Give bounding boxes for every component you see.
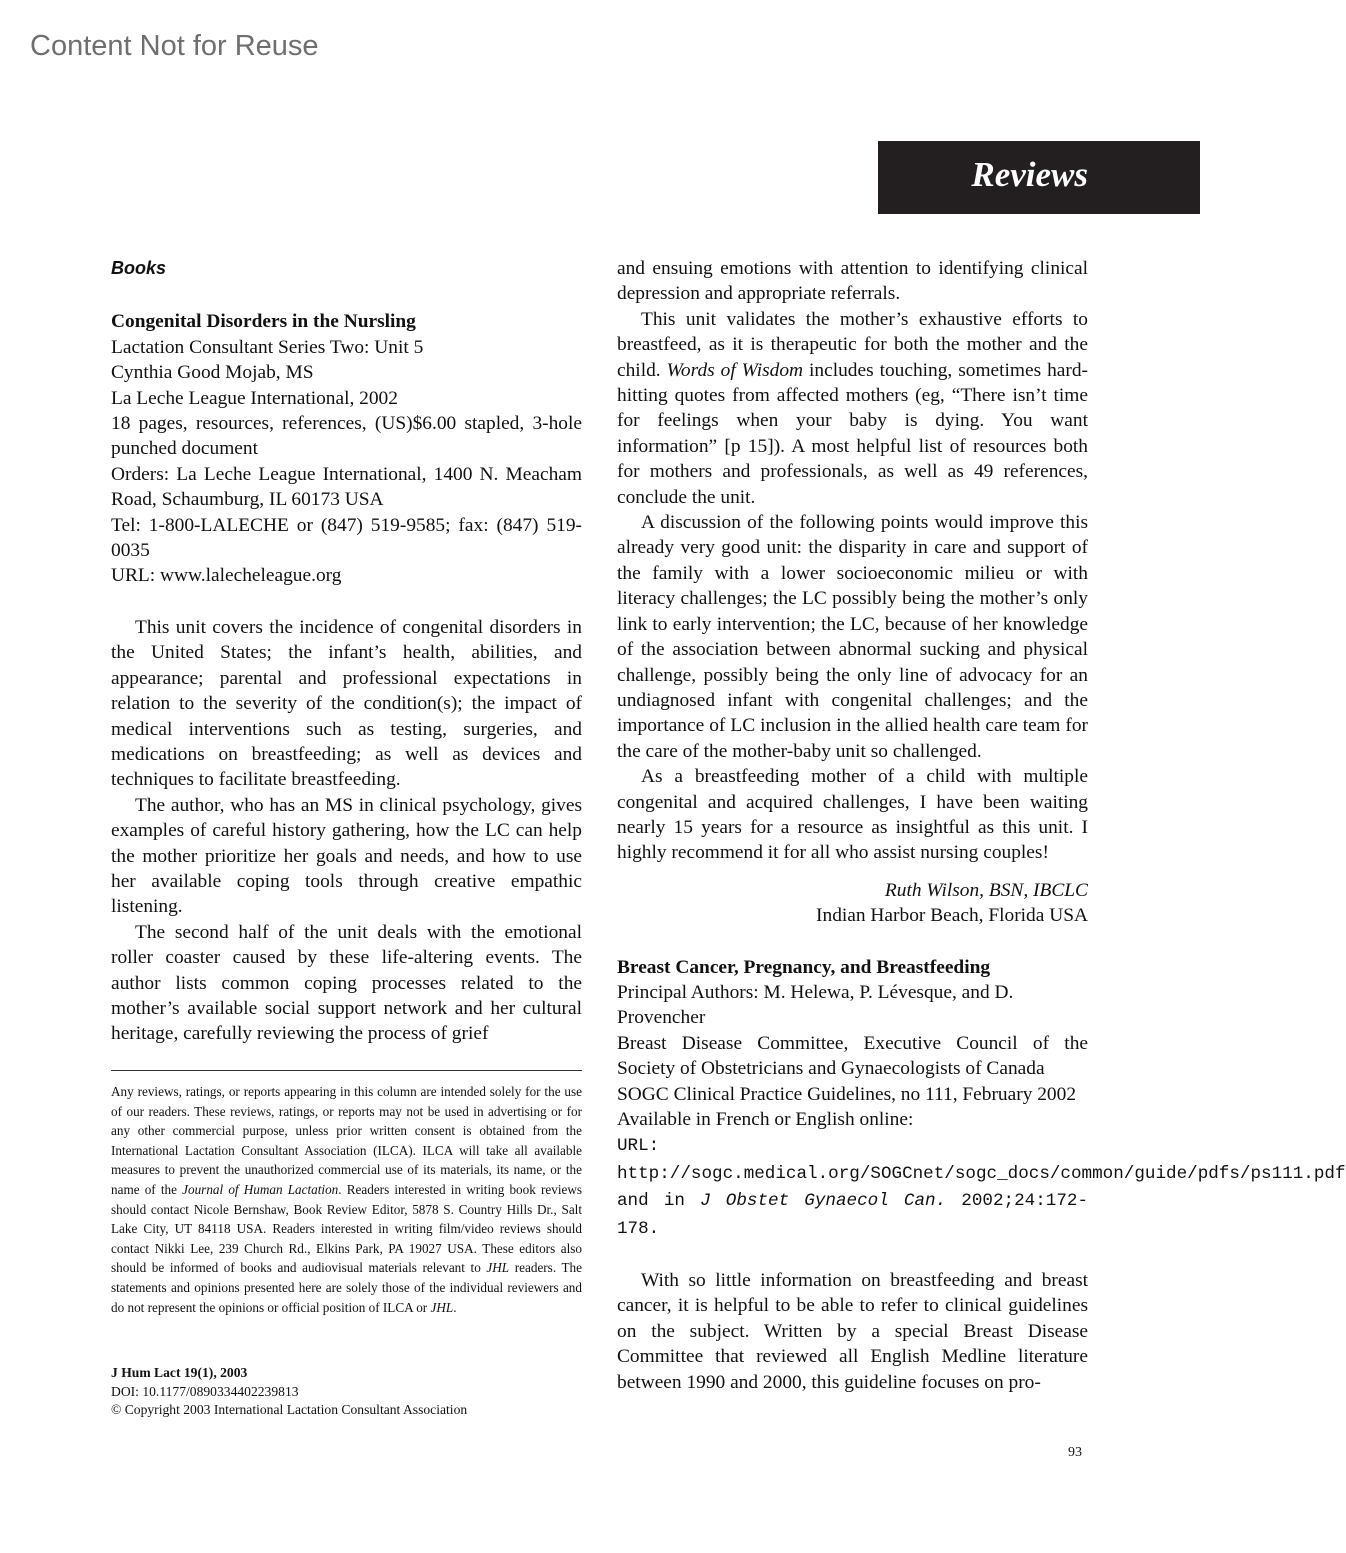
section-banner: Reviews bbox=[878, 141, 1200, 214]
review1-paragraph-6: A discussion of the following points would improve this already very good unit: the disparity in care and support of the family with a lower socioeconomic milieu or with literacy challenges; the LC possibly being the mother’s only link to early intervention; the LC, because of her knowledge of the association between abnormal sucking and physical challenge, possibly being the only line of advocacy for an undiagnosed infant with congenital challenges; and the importance of LC inclusion in the allied health care team for the care of the mother-baby unit so challenged. bbox=[617, 512, 1088, 762]
paragraph-5-part-b: includes touching, sometimes hard-hitting quotes from affected mothers (eg, “There isn’t time for feelings when your baby is dying. You want information” [p 15]). A most helpful list of resources both for mothers and professionals, as well as 49 references, conclude the unit. bbox=[617, 359, 1089, 508]
review2-availability: Available in French or English online: bbox=[617, 1109, 914, 1130]
reviewer-signature bbox=[617, 878, 1088, 929]
review2-committee: Breast Disease Committee, Executive Council of the Society of Obstetricians and Gynaecologists of Canada bbox=[617, 1032, 1088, 1080]
review2-metadata bbox=[617, 955, 1346, 1242]
review1-series: Lactation Consultant Series Two: Unit 5 bbox=[111, 336, 424, 358]
review2-paragraph-1: With so little information on breastfeeding and breast cancer, it is helpful to be able to refer to clinical guidelines on the subject. Written by a special Breast Disease Committee that reviewed all English Medline literature between 1990 and 2000, this guideline focuses on pro- bbox=[617, 1270, 1088, 1393]
review1-title: Congenital Disorders in the Nursling bbox=[111, 311, 416, 333]
review1-orders: Orders: La Leche League International, 1400 N. Meacham Road, Schaumburg, IL 60173 USA bbox=[111, 463, 582, 511]
review2-authors: Principal Authors: M. Helewa, P. Lévesque, and D. Provencher bbox=[617, 981, 1014, 1029]
review1-author: Cynthia Good Mojab, MS bbox=[111, 362, 314, 384]
journal-copyright: © Copyright 2003 International Lactation Consultant Association bbox=[111, 1402, 468, 1417]
journal-citation: J Hum Lact 19(1), 2003 bbox=[111, 1365, 248, 1380]
reviewer-name: Ruth Wilson, BSN, IBCLC bbox=[884, 879, 1088, 901]
left-column bbox=[111, 256, 582, 1047]
review1-details: 18 pages, resources, references, (US)$6.00 stapled, 3-hole punched document bbox=[111, 413, 582, 460]
review1-url: URL: www.lalecheleague.org bbox=[111, 565, 342, 587]
review2-guidelines: SOGC Clinical Practice Guidelines, no 111, February 2002 bbox=[617, 1083, 1077, 1105]
footnote-part-2: . Readers interested in writing book reviews should contact Nicole Bernshaw, Book Review Editor, 5878 S. Country Hills Dr., Salt Lake City, UT 84118 USA. Readers interested in writing film/video reviews should contact Nikki Lee, 239 Church Rd., Elkins Park, PA 19027 USA. These editors also should be informed of books and audiovisual materials relevant to bbox=[111, 1181, 582, 1276]
words-of-wisdom-title: Words of Wisdom bbox=[666, 359, 804, 381]
review1-tel: Tel: 1-800-LALECHE or (847) 519-9585; fax: (847) 519-0035 bbox=[111, 514, 582, 562]
review2-url bbox=[617, 1132, 1346, 1242]
section-label: Books bbox=[111, 258, 167, 278]
review1-paragraph-7: As a breastfeeding mother of a child with multiple congenital and acquired challenges, I have been waiting nearly 15 years for a resource as insightful as this unit. I highly recommend it for all who assist nursing couples! bbox=[617, 766, 1088, 864]
reviewer-location: Indian Harbor Beach, Florida USA bbox=[816, 905, 1088, 927]
review1-paragraph-4: and ensuing emotions with attention to identifying clinical depression and appropriate referrals. bbox=[617, 258, 1088, 305]
review2-title: Breast Cancer, Pregnancy, and Breastfeeding bbox=[617, 956, 991, 978]
journal-info bbox=[111, 1364, 582, 1420]
review2-journal-name: J Obstet Gynaecol Can. bbox=[700, 1191, 947, 1212]
review1-paragraph-3: The second half of the unit deals with the emotional roller coaster caused by these life-altering events. The author lists common coping processes related to the mother’s available social support network and her cultural heritage, carefully reviewing the process of grief bbox=[111, 921, 582, 1045]
watermark: Content Not for Reuse bbox=[30, 30, 319, 62]
footnote-journal-name: Journal of Human Lactation bbox=[182, 1181, 339, 1197]
review1-paragraph-1: This unit covers the incidence of congenital disorders in the United States; the infant’s health, abilities, and appearance; parental and professional expectations in relation to the severity of the condition(s); the impact of medical interventions such as testing, surgeries, and medications on breastfeeding; as well as devices and techniques to facilitate breastfeeding. bbox=[111, 616, 582, 791]
review1-publisher: La Leche League International, 2002 bbox=[111, 387, 398, 409]
disclaimer-footnote bbox=[111, 1082, 582, 1317]
footnote-jhl-1: JHL bbox=[486, 1260, 510, 1276]
review1-paragraph-2: The author, who has an MS in clinical psychology, gives examples of careful history gathering, how the LC can help the mother prioritize her goals and needs, and how to use her available coping tools through creative empathic listening. bbox=[111, 794, 582, 918]
footnote-part-1: Any reviews, ratings, or reports appearing in this column are intended solely for the use of our readers. These reviews, ratings, or reports may not be used in advertising or for any other commercial purpose, unless prior written consent is obtained from the International Lactation Consultant Association (ILCA). ILCA will take all available measures to prevent the unauthorized commercial use of its materials, its name, or the name of the bbox=[111, 1084, 582, 1197]
journal-doi: DOI: 10.1177/0890334402239813 bbox=[111, 1383, 299, 1399]
footnote-jhl-2: JHL bbox=[430, 1299, 454, 1315]
review2-url-part-b: 2002;24:172-178. bbox=[617, 1191, 1089, 1239]
review1-paragraph-5 bbox=[617, 307, 1088, 510]
footnote-part-3: readers. The statements and opinions presented here are solely those of the individual reviewers and do not represent the opinions or official position of ILCA or bbox=[111, 1260, 582, 1315]
footnote-divider bbox=[111, 1070, 582, 1071]
right-column bbox=[617, 256, 1346, 1395]
page-number: 93 bbox=[1068, 1445, 1082, 1460]
footnote-part-4: . bbox=[453, 1299, 457, 1315]
paragraph-5-part-a: This unit validates the mother’s exhaustive efforts to breastfeed, as it is therapeutic for both the mother and the child. bbox=[617, 308, 1088, 381]
review1-metadata bbox=[111, 309, 582, 588]
review2-url-part-a: URL: http://sogc.medical.org/SOGCnet/sogc_docs/common/guide/pdfs/ps111.pdf and in bbox=[617, 1136, 1346, 1212]
